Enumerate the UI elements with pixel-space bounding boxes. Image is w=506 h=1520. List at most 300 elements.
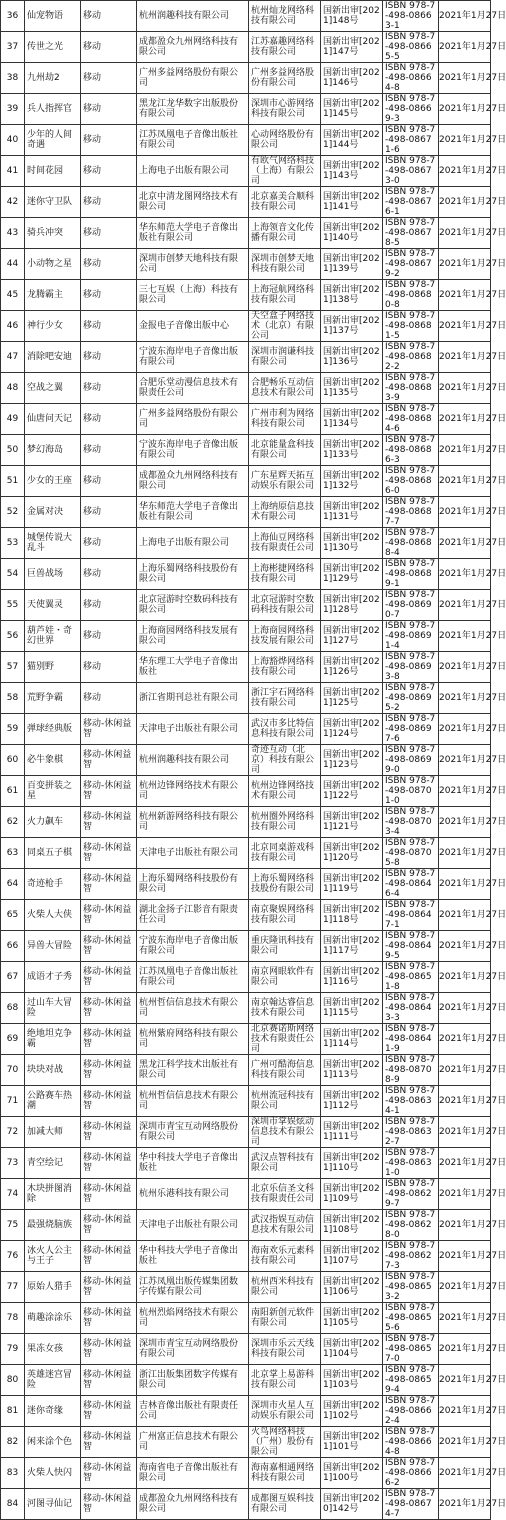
table-row — [1, 404, 491, 435]
game-name: 原始人猎手 — [25, 1272, 81, 1303]
publisher-name: 江苏凤凰电子音像出版社有限公司 — [137, 962, 249, 993]
operator-name: 上海彬捷网络科技有限公司 — [249, 559, 321, 590]
game-name: 传世之光 — [25, 32, 81, 63]
game-type: 移动-休闲益智 — [81, 1148, 137, 1179]
publisher-name: 杭州边锋网络技术有限公司 — [137, 776, 249, 807]
row-number: 39 — [1, 94, 25, 125]
approval-date: 2021年1月27日 — [439, 1086, 491, 1117]
game-type: 移动 — [81, 621, 137, 652]
approval-date: 2021年1月27日 — [439, 559, 491, 590]
operator-name: 北京能量盒科技有限公司 — [249, 435, 321, 466]
table-row — [1, 1148, 491, 1179]
approval-date: 2021年1月27日 — [439, 32, 491, 63]
approval-date: 2021年1月27日 — [439, 497, 491, 528]
operator-name: 上海乐蜀网络科技股份有限公司 — [249, 869, 321, 900]
row-number: 60 — [1, 745, 25, 776]
row-number: 63 — [1, 838, 25, 869]
table-row — [1, 1024, 491, 1055]
publisher-name: 上海乐蜀网络科技股份有限公司 — [137, 559, 249, 590]
isbn-number: ISBN 978-7-498-08673-0 — [383, 156, 439, 187]
table-row — [1, 497, 491, 528]
approval-date: 2021年1月27日 — [439, 745, 491, 776]
game-name: 加减大师 — [25, 1117, 81, 1148]
publisher-name: 吉林音像出版社有限责任公司 — [137, 1396, 249, 1427]
approval-date: 2021年1月27日 — [439, 187, 491, 218]
approval-date: 2021年1月27日 — [439, 590, 491, 621]
game-type: 移动-休闲益智 — [81, 1303, 137, 1334]
approval-date: 2021年1月27日 — [439, 1365, 491, 1396]
approval-date: 2021年1月27日 — [439, 1489, 491, 1520]
row-number: 44 — [1, 249, 25, 280]
game-name: 九州劫2 — [25, 63, 81, 94]
publisher-name: 上海商园网络科技发展有限公司 — [137, 621, 249, 652]
isbn-number: ISBN 978-7-498-08629-7 — [383, 1179, 439, 1210]
game-name: 火柴人大侠 — [25, 900, 81, 931]
publisher-name: 天津电子出版社有限公司 — [137, 1210, 249, 1241]
isbn-number: ISBN 978-7-498-08632-7 — [383, 1117, 439, 1148]
approval-date: 2021年1月27日 — [439, 342, 491, 373]
approval-number: 国新出审[2021]112号 — [321, 1086, 383, 1117]
isbn-number: ISBN 978-7-498-08671-6 — [383, 125, 439, 156]
approval-date: 2021年1月27日 — [439, 807, 491, 838]
table-row — [1, 311, 491, 342]
publisher-name: 海南省电子音像出版社有限公司 — [137, 1458, 249, 1489]
table-row — [1, 993, 491, 1024]
game-type: 移动-休闲益智 — [81, 745, 137, 776]
table-row — [1, 621, 491, 652]
row-number: 81 — [1, 1396, 25, 1427]
publisher-name: 深圳市青宝互动网络股份有限公司 — [137, 1334, 249, 1365]
table-row — [1, 1179, 491, 1210]
isbn-number: ISBN 978-7-498-08657-0 — [383, 1334, 439, 1365]
approval-date: 2021年1月27日 — [439, 1210, 491, 1241]
approval-number: 国新出审[2021]105号 — [321, 1303, 383, 1334]
isbn-number: ISBN 978-7-498-08663-1 — [383, 1, 439, 32]
game-name: 火力飙车 — [25, 807, 81, 838]
approval-date: 2021年1月27日 — [439, 683, 491, 714]
game-type: 移动-休闲益智 — [81, 1210, 137, 1241]
game-name: 百变拼装之星 — [25, 776, 81, 807]
row-number: 71 — [1, 1086, 25, 1117]
game-type: 移动-休闲益智 — [81, 1396, 137, 1427]
publisher-name: 杭州润趣科技有限公司 — [137, 745, 249, 776]
publisher-name: 深圳市青宝互动网络股份有限公司 — [137, 1117, 249, 1148]
row-number: 74 — [1, 1179, 25, 1210]
approval-date: 2021年1月27日 — [439, 1055, 491, 1086]
approval-date: 2021年1月27日 — [439, 1334, 491, 1365]
game-name: 消除吧安迪 — [25, 342, 81, 373]
operator-name: 北京乐信圣文科技有限责任公司 — [249, 1179, 321, 1210]
approval-date: 2021年1月27日 — [439, 1396, 491, 1427]
approval-number: 国新出审[2021]146号 — [321, 63, 383, 94]
isbn-number: ISBN 978-7-498-08643-3 — [383, 993, 439, 1024]
row-number: 48 — [1, 373, 25, 404]
game-type: 移动 — [81, 32, 137, 63]
game-type: 移动-休闲益智 — [81, 1427, 137, 1458]
isbn-number: ISBN 978-7-498-08627-3 — [383, 1241, 439, 1272]
row-number: 36 — [1, 1, 25, 32]
approval-number: 国新出审[2021]120号 — [321, 838, 383, 869]
isbn-number: ISBN 978-7-498-08705-8 — [383, 838, 439, 869]
isbn-number: ISBN 978-7-498-08693-8 — [383, 652, 439, 683]
approval-number: 国新出审[2021]139号 — [321, 249, 383, 280]
game-name: 时间花园 — [25, 156, 81, 187]
approval-number: 国新出审[2021]147号 — [321, 32, 383, 63]
table-row — [1, 280, 491, 311]
approval-number: 国新出审[2021]118号 — [321, 900, 383, 931]
approval-date: 2021年1月27日 — [439, 218, 491, 249]
game-name: 猫别野 — [25, 652, 81, 683]
approval-number: 国新出审[2021]135号 — [321, 373, 383, 404]
table-row — [1, 590, 491, 621]
approval-number: 国新出审[2021]106号 — [321, 1272, 383, 1303]
row-number: 82 — [1, 1427, 25, 1458]
approval-number: 国新出审[2021]137号 — [321, 311, 383, 342]
approval-number: 国新出审[2021]129号 — [321, 559, 383, 590]
table-row — [1, 94, 491, 125]
game-name: 英雄迷宫冒险 — [25, 1365, 81, 1396]
game-name: 最强烧脑族 — [25, 1210, 81, 1241]
game-name: 迷你奇缘 — [25, 1396, 81, 1427]
game-type: 移动-休闲益智 — [81, 962, 137, 993]
operator-name: 海南欢乐元素科技有限公司 — [249, 1241, 321, 1272]
game-type: 移动 — [81, 1, 137, 32]
row-number: 76 — [1, 1241, 25, 1272]
operator-name: 北京冠游时空数码科技有限公司 — [249, 590, 321, 621]
publisher-name: 杭州哲信信息技术有限公司 — [137, 1086, 249, 1117]
approval-number: 国新出审[2021]115号 — [321, 993, 383, 1024]
game-name: 同桌五子棋 — [25, 838, 81, 869]
operator-name: 杭州边锋网络技术有限公司 — [249, 776, 321, 807]
publisher-name: 浙江出版集团数字传媒有限公司 — [137, 1365, 249, 1396]
table-row — [1, 187, 491, 218]
table-row — [1, 1458, 491, 1489]
game-name: 木块拼图消除 — [25, 1179, 81, 1210]
row-number: 42 — [1, 187, 25, 218]
game-type: 移动 — [81, 497, 137, 528]
approval-number: 国新出审[2021]134号 — [321, 404, 383, 435]
operator-name: 南京网眼软件有限公司 — [249, 962, 321, 993]
approval-date: 2021年1月27日 — [439, 838, 491, 869]
table-row — [1, 125, 491, 156]
publisher-name: 成都盈众九州网络科技有限公司 — [137, 466, 249, 497]
row-number: 80 — [1, 1365, 25, 1396]
approval-number: 国新出审[2021]101号 — [321, 1427, 383, 1458]
game-type: 移动 — [81, 373, 137, 404]
game-type: 移动-休闲益智 — [81, 1117, 137, 1148]
approval-number: 国新出审[2021]143号 — [321, 156, 383, 187]
operator-name: 奇迹互动（北京）科技有限公司 — [249, 745, 321, 776]
publisher-name: 湖北金扬子江影音有限责任公司 — [137, 900, 249, 931]
isbn-number: ISBN 978-7-498-08669-3 — [383, 94, 439, 125]
game-type: 移动 — [81, 652, 137, 683]
game-type: 移动-休闲益智 — [81, 1024, 137, 1055]
table-row — [1, 1396, 491, 1427]
approval-date: 2021年1月27日 — [439, 776, 491, 807]
approval-number: 国新出审[2021]148号 — [321, 1, 383, 32]
approval-number: 国新出审[2021]104号 — [321, 1334, 383, 1365]
approval-date: 2021年1月27日 — [439, 1303, 491, 1334]
publisher-name: 成都盈众九州网络科技有限公司 — [137, 32, 249, 63]
approval-number: 国新出审[2021]144号 — [321, 125, 383, 156]
publisher-name: 三七互娱（上海）科技有限公司 — [137, 280, 249, 311]
row-number: 53 — [1, 528, 25, 559]
game-name: 少年的人间奇遇 — [25, 125, 81, 156]
table-row — [1, 1086, 491, 1117]
publisher-name: 宁波东海岸电子音像出版有限公司 — [137, 931, 249, 962]
approval-date: 2021年1月27日 — [439, 993, 491, 1024]
operator-name: 武汉指娱互动信息技术有限公司 — [249, 1210, 321, 1241]
approval-date: 2021年1月27日 — [439, 311, 491, 342]
operator-name: 杭州圈外网络科技有限公司 — [249, 807, 321, 838]
isbn-number: ISBN 978-7-498-08664-8 — [383, 1427, 439, 1458]
approval-date: 2021年1月27日 — [439, 714, 491, 745]
approval-number: 国新出审[2021]103号 — [321, 1365, 383, 1396]
table-row — [1, 652, 491, 683]
isbn-number: ISBN 978-7-498-08628-0 — [383, 1210, 439, 1241]
publisher-name: 杭州烈焰网络技术有限公司 — [137, 1303, 249, 1334]
isbn-number: ISBN 978-7-498-08634-1 — [383, 1086, 439, 1117]
approval-number: 国新出审[2021]119号 — [321, 869, 383, 900]
game-type: 移动-休闲益智 — [81, 714, 137, 745]
approval-number: 国新出审[2021]114号 — [321, 1024, 383, 1055]
game-type: 移动 — [81, 528, 137, 559]
publisher-name: 黑龙江科学技术出版社有限公司 — [137, 1055, 249, 1086]
table-row — [1, 156, 491, 187]
operator-name: 有欧气网络科技（上海）有限公司 — [249, 156, 321, 187]
isbn-number: ISBN 978-7-498-08688-4 — [383, 528, 439, 559]
approval-number: 国新出审[2021]125号 — [321, 683, 383, 714]
game-name: 奇迹枪手 — [25, 869, 81, 900]
game-name: 少女的王座 — [25, 466, 81, 497]
operator-name: 武汉点智科技有限公司 — [249, 1148, 321, 1179]
approval-date: 2021年1月27日 — [439, 1024, 491, 1055]
operator-name: 天空盒子网络技术（北京）有限公司 — [249, 311, 321, 342]
game-type: 移动 — [81, 156, 137, 187]
row-number: 59 — [1, 714, 25, 745]
operator-name: 上海商园网络科技发展有限公司 — [249, 621, 321, 652]
table-row — [1, 373, 491, 404]
operator-name: 上海仙豆网络科技有限责任公司 — [249, 528, 321, 559]
row-number: 52 — [1, 497, 25, 528]
operator-name: 深圳市创梦天地科技有限公司 — [249, 249, 321, 280]
game-type: 移动-休闲益智 — [81, 838, 137, 869]
game-name: 河图寻仙记 — [25, 1489, 81, 1520]
table-row — [1, 32, 491, 63]
approval-number: 国新出审[2021]141号 — [321, 187, 383, 218]
isbn-number: ISBN 978-7-498-08689-1 — [383, 559, 439, 590]
publisher-name: 杭州润趣科技有限公司 — [137, 1, 249, 32]
operator-name: 广州市利为网络科技有限公司 — [249, 404, 321, 435]
game-type: 移动-休闲益智 — [81, 1334, 137, 1365]
table-row — [1, 249, 491, 280]
game-type: 移动-休闲益智 — [81, 1055, 137, 1086]
approval-date: 2021年1月27日 — [439, 125, 491, 156]
approval-number: 国新出审[2021]133号 — [321, 435, 383, 466]
publisher-name: 宁波东海岸电子音像出版有限公司 — [137, 435, 249, 466]
approval-number: 国新出审[2021]138号 — [321, 280, 383, 311]
publisher-name: 杭州乐港科技有限公司 — [137, 1179, 249, 1210]
game-type: 移动-休闲益智 — [81, 869, 137, 900]
approval-date: 2021年1月27日 — [439, 249, 491, 280]
table-row — [1, 714, 491, 745]
game-type: 移动 — [81, 590, 137, 621]
game-name: 神行少女 — [25, 311, 81, 342]
approval-number: 国新出审[2021]117号 — [321, 931, 383, 962]
approval-date: 2021年1月27日 — [439, 435, 491, 466]
row-number: 46 — [1, 311, 25, 342]
publisher-name: 江苏凤凰出版传媒集团数字传媒有限公司 — [137, 1272, 249, 1303]
game-type: 移动 — [81, 311, 137, 342]
game-name: 兵人指挥官 — [25, 94, 81, 125]
isbn-number: ISBN 978-7-498-08641-9 — [383, 1024, 439, 1055]
isbn-number: ISBN 978-7-498-08655-6 — [383, 1303, 439, 1334]
game-name: 迷你守卫队 — [25, 187, 81, 218]
operator-name: 杭州灿龙网络科技有限公司 — [249, 1, 321, 32]
approval-number: 国新出审[2021]111号 — [321, 1117, 383, 1148]
row-number: 50 — [1, 435, 25, 466]
row-number: 64 — [1, 869, 25, 900]
approval-number: 国新出审[2021]131号 — [321, 497, 383, 528]
game-name: 闲来涂个色 — [25, 1427, 81, 1458]
isbn-number: ISBN 978-7-498-08686-3 — [383, 435, 439, 466]
isbn-number: ISBN 978-7-498-08699-0 — [383, 745, 439, 776]
isbn-number: ISBN 978-7-498-08680-8 — [383, 280, 439, 311]
operator-name: 上海纳原信息技术有限公司 — [249, 497, 321, 528]
operator-name: 深圳市心游网络科技有限公司 — [249, 94, 321, 125]
isbn-number: ISBN 978-7-498-08686-0 — [383, 466, 439, 497]
game-type: 移动-休闲益智 — [81, 1458, 137, 1489]
publisher-name: 北京中清龙图网络技术有限公司 — [137, 187, 249, 218]
approval-date: 2021年1月27日 — [439, 156, 491, 187]
game-name: 异兽大冒险 — [25, 931, 81, 962]
publisher-name: 华中科技大学电子音像出版社 — [137, 1148, 249, 1179]
table-row — [1, 807, 491, 838]
publisher-name: 深圳市创梦天地科技有限公司 — [137, 249, 249, 280]
row-number: 75 — [1, 1210, 25, 1241]
operator-name: 深圳市火星人互动娱乐有限公司 — [249, 1396, 321, 1427]
game-name: 过山车大冒险 — [25, 993, 81, 1024]
game-name: 果冻女孩 — [25, 1334, 81, 1365]
game-type: 移动-休闲益智 — [81, 1489, 137, 1520]
approval-date: 2021年1月27日 — [439, 1117, 491, 1148]
operator-name: 浙江宇石网络科技有限公司 — [249, 683, 321, 714]
game-name: 公路赛车热潮 — [25, 1086, 81, 1117]
game-type: 移动 — [81, 435, 137, 466]
publisher-name: 合肥乐堂动漫信息技术有限责任公司 — [137, 373, 249, 404]
operator-name: 杭州流冠科技有限公司 — [249, 1086, 321, 1117]
isbn-number: ISBN 978-7-498-08683-9 — [383, 373, 439, 404]
row-number: 54 — [1, 559, 25, 590]
isbn-number: ISBN 978-7-498-08664-8 — [383, 63, 439, 94]
game-name: 冰火人公主与王子 — [25, 1241, 81, 1272]
game-name: 弹球经典版 — [25, 714, 81, 745]
game-type: 移动-休闲益智 — [81, 1241, 137, 1272]
game-name: 巨兽战场 — [25, 559, 81, 590]
approval-date: 2021年1月27日 — [439, 621, 491, 652]
game-type: 移动 — [81, 94, 137, 125]
row-number: 73 — [1, 1148, 25, 1179]
game-type: 移动 — [81, 683, 137, 714]
approval-number: 国新出审[2021]124号 — [321, 714, 383, 745]
table-row — [1, 1427, 491, 1458]
approval-date: 2021年1月27日 — [439, 900, 491, 931]
operator-name: 南京聚娱网络科技有限公司 — [249, 900, 321, 931]
isbn-number: ISBN 978-7-498-08653-2 — [383, 1272, 439, 1303]
game-type: 移动-休闲益智 — [81, 1086, 137, 1117]
operator-name: 江苏嘉趣网络科技有限公司 — [249, 32, 321, 63]
row-number: 67 — [1, 962, 25, 993]
row-number: 70 — [1, 1055, 25, 1086]
table-row — [1, 931, 491, 962]
game-name: 小动物之星 — [25, 249, 81, 280]
operator-name: 广州多益网络股份有限公司 — [249, 63, 321, 94]
approval-date: 2021年1月27日 — [439, 1, 491, 32]
isbn-number: ISBN 978-7-498-08708-9 — [383, 1055, 439, 1086]
row-number: 72 — [1, 1117, 25, 1148]
operator-name: 武汉市多比特信息科技有限公司 — [249, 714, 321, 745]
row-number: 45 — [1, 280, 25, 311]
row-number: 49 — [1, 404, 25, 435]
game-type: 移动-休闲益智 — [81, 993, 137, 1024]
row-number: 69 — [1, 1024, 25, 1055]
table-row — [1, 1365, 491, 1396]
approval-number: 国新出审[2021]126号 — [321, 652, 383, 683]
approval-number: 国新出审[2021]132号 — [321, 466, 383, 497]
table-row — [1, 1334, 491, 1365]
approval-number: 国新出审[2021]123号 — [321, 745, 383, 776]
publisher-name: 黑龙江龙华数字出版股份有限公司 — [137, 94, 249, 125]
table-row — [1, 900, 491, 931]
isbn-number: ISBN 978-7-498-08674-7 — [383, 1489, 439, 1520]
game-type: 移动-休闲益智 — [81, 1365, 137, 1396]
publisher-name: 上海电子出版有限公司 — [137, 528, 249, 559]
isbn-number: ISBN 978-7-498-08679-2 — [383, 249, 439, 280]
operator-name: 合肥畅乐互动信息技术有限公司 — [249, 373, 321, 404]
operator-name: 重庆隆讯科技有限公司 — [249, 931, 321, 962]
game-type: 移动 — [81, 559, 137, 590]
row-number: 41 — [1, 156, 25, 187]
isbn-number: ISBN 978-7-498-08651-8 — [383, 962, 439, 993]
publisher-name: 华东理工大学电子音像出版社 — [137, 652, 249, 683]
operator-name: 杭州西米科技有限公司 — [249, 1272, 321, 1303]
game-name: 骑兵冲突 — [25, 218, 81, 249]
isbn-number: ISBN 978-7-498-08665-5 — [383, 32, 439, 63]
approval-number: 国新出审[2021]110号 — [321, 1148, 383, 1179]
isbn-number: ISBN 978-7-498-08703-4 — [383, 807, 439, 838]
game-type: 移动-休闲益智 — [81, 1272, 137, 1303]
isbn-number: ISBN 978-7-498-08691-4 — [383, 621, 439, 652]
approval-date: 2021年1月27日 — [439, 1241, 491, 1272]
publisher-name: 上海电子出版有限公司 — [137, 156, 249, 187]
publisher-name: 宁波东海岸电子音像出版有限公司 — [137, 342, 249, 373]
approval-date: 2021年1月27日 — [439, 466, 491, 497]
approval-number: 国新出审[2021]140号 — [321, 218, 383, 249]
row-number: 68 — [1, 993, 25, 1024]
row-number: 66 — [1, 931, 25, 962]
publisher-name: 华中科技大学电子音像出版社 — [137, 1241, 249, 1272]
approval-date: 2021年1月27日 — [439, 404, 491, 435]
approval-number: 国新出审[2021]127号 — [321, 621, 383, 652]
operator-name: 北京嘉美合顺科技有限公司 — [249, 187, 321, 218]
operator-name: 成都图互娱科技有限公司 — [249, 1489, 321, 1520]
game-name: 青空绘记 — [25, 1148, 81, 1179]
operator-name: 上海冠航网络科技有限公司 — [249, 280, 321, 311]
game-type: 移动-休闲益智 — [81, 807, 137, 838]
table-row — [1, 745, 491, 776]
row-number: 47 — [1, 342, 25, 373]
game-name: 仙唐问天记 — [25, 404, 81, 435]
